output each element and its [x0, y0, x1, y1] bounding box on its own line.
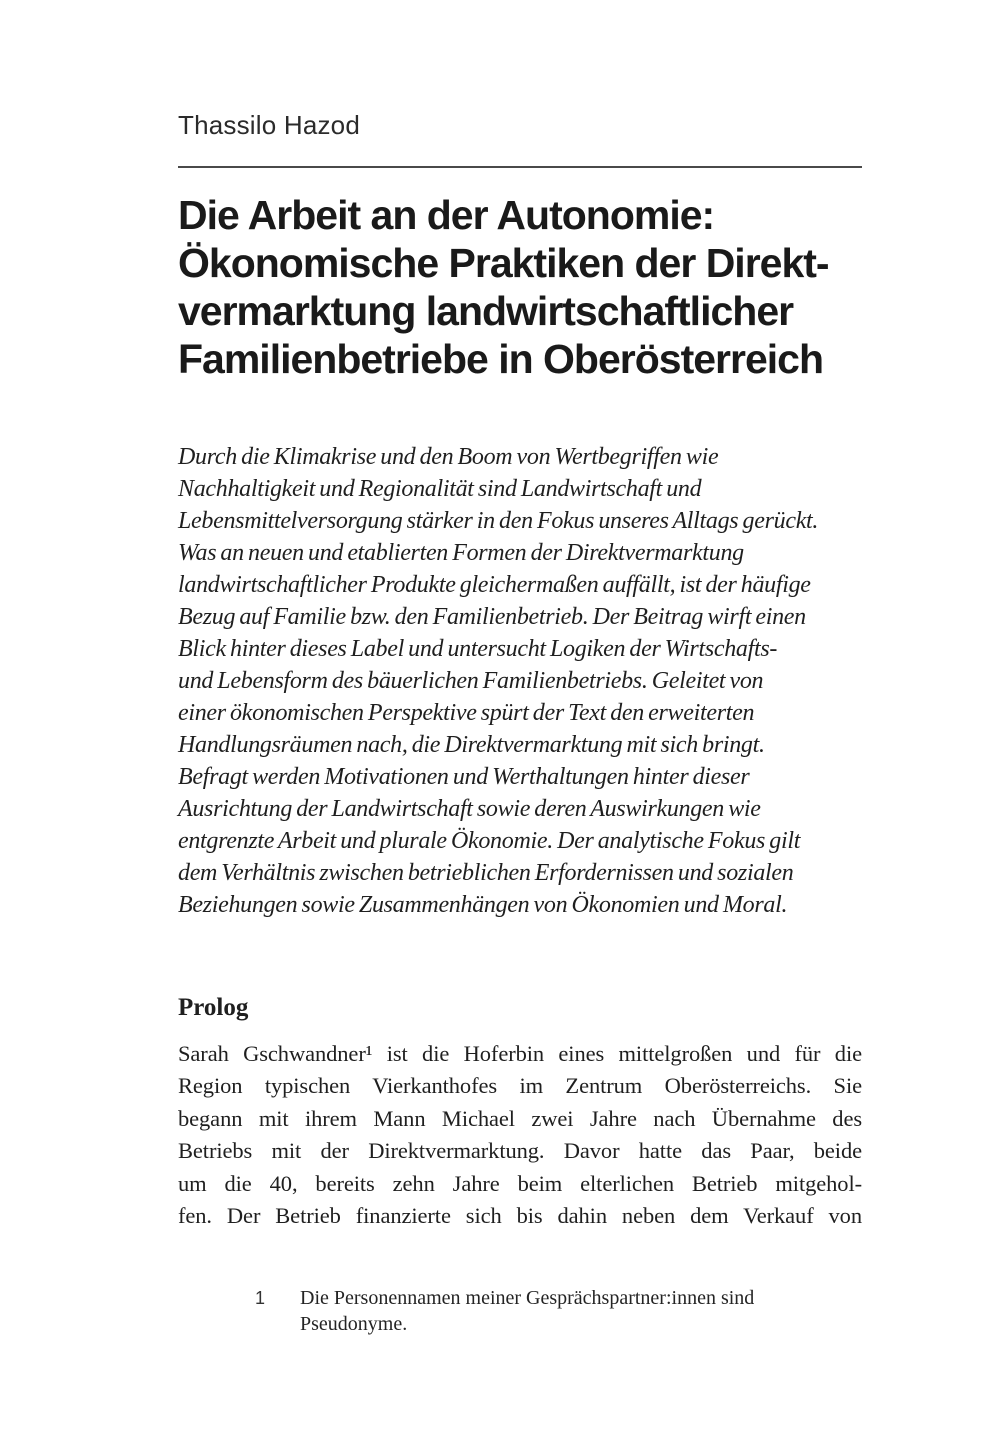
text-line: und Lebensform des bäuerlichen Familienbetriebs. Geleitet von — [178, 668, 764, 694]
body-paragraph — [178, 1038, 862, 1232]
text-line: um die 40, bereits zehn Jahre beim elterlichen Betrieb mitgehol- — [178, 1170, 862, 1196]
header-rule — [178, 166, 862, 168]
author-name: Thassilo Hazod — [178, 110, 360, 140]
text-line: Was an neuen und etablierten Formen der Direktvermarktung — [178, 540, 744, 566]
text-line: Familienbetriebe in Oberösterreich — [178, 336, 823, 382]
text-line: Bezug auf Familie bzw. den Familienbetrieb. Der Beitrag wirft einen — [178, 604, 806, 630]
text-line: Handlungsräumen nach, die Direktvermarktung mit sich bringt. — [178, 732, 765, 758]
text-line: landwirtschaftlicher Produkte gleichermaßen auffällt, ist der häufige — [178, 572, 811, 598]
text-line: Nachhaltigkeit und Regionalität sind Landwirtschaft und — [178, 476, 702, 502]
text-line: Die Arbeit an der Autonomie: — [178, 192, 715, 238]
text-line: Lebensmittelversorgung stärker in den Fokus unseres Alltags gerückt. — [178, 508, 819, 534]
text-line: Ausrichtung der Landwirtschaft sowie deren Auswirkungen wie — [178, 796, 761, 822]
text-line: begann mit ihrem Mann Michael zwei Jahre nach Übernahme des — [178, 1105, 862, 1131]
text-line: Betriebs mit der Direktvermarktung. Davor hatte das Paar, beide — [178, 1138, 862, 1164]
abstract — [178, 441, 868, 921]
footnote-marker: 1 — [255, 1288, 266, 1308]
text-line: Region typischen Vierkanthofes im Zentrum Oberösterreichs. Sie — [178, 1073, 862, 1099]
article-title — [178, 191, 878, 383]
section-heading-prolog: Prolog — [178, 994, 249, 1021]
text-line: Beziehungen sowie Zusammenhängen von Ökonomien und Moral. — [178, 892, 788, 918]
text-line: fen. Der Betrieb finanzierte sich bis dahin neben dem Verkauf von — [178, 1203, 862, 1229]
footnote-text: Die Personennamen meiner Gesprächspartner:innen sind Pseudonyme. — [300, 1287, 755, 1335]
text-line: Befragt werden Motivationen und Werthaltungen hinter dieser — [178, 764, 750, 790]
text-line: Ökonomische Praktiken der Direkt- — [178, 240, 829, 286]
text-line: Durch die Klimakrise und den Boom von Wertbegriffen wie — [178, 444, 719, 470]
text-line: vermarktung landwirtschaftlicher — [178, 288, 794, 334]
text-line: entgrenzte Arbeit und plurale Ökonomie. Der analytische Fokus gilt — [178, 828, 801, 854]
text-line: Sarah Gschwandner¹ ist die Hoferbin eines mittelgroßen und für die — [178, 1041, 862, 1066]
text-line: dem Verhältnis zwischen betrieblichen Erfordernissen und sozialen — [178, 860, 794, 886]
text-line: einer ökonomischen Perspektive spürt der Text den erweiterten — [178, 700, 755, 726]
footnote — [178, 1285, 862, 1337]
text-line: Blick hinter dieses Label und untersucht Logiken der Wirtschafts- — [178, 636, 778, 662]
